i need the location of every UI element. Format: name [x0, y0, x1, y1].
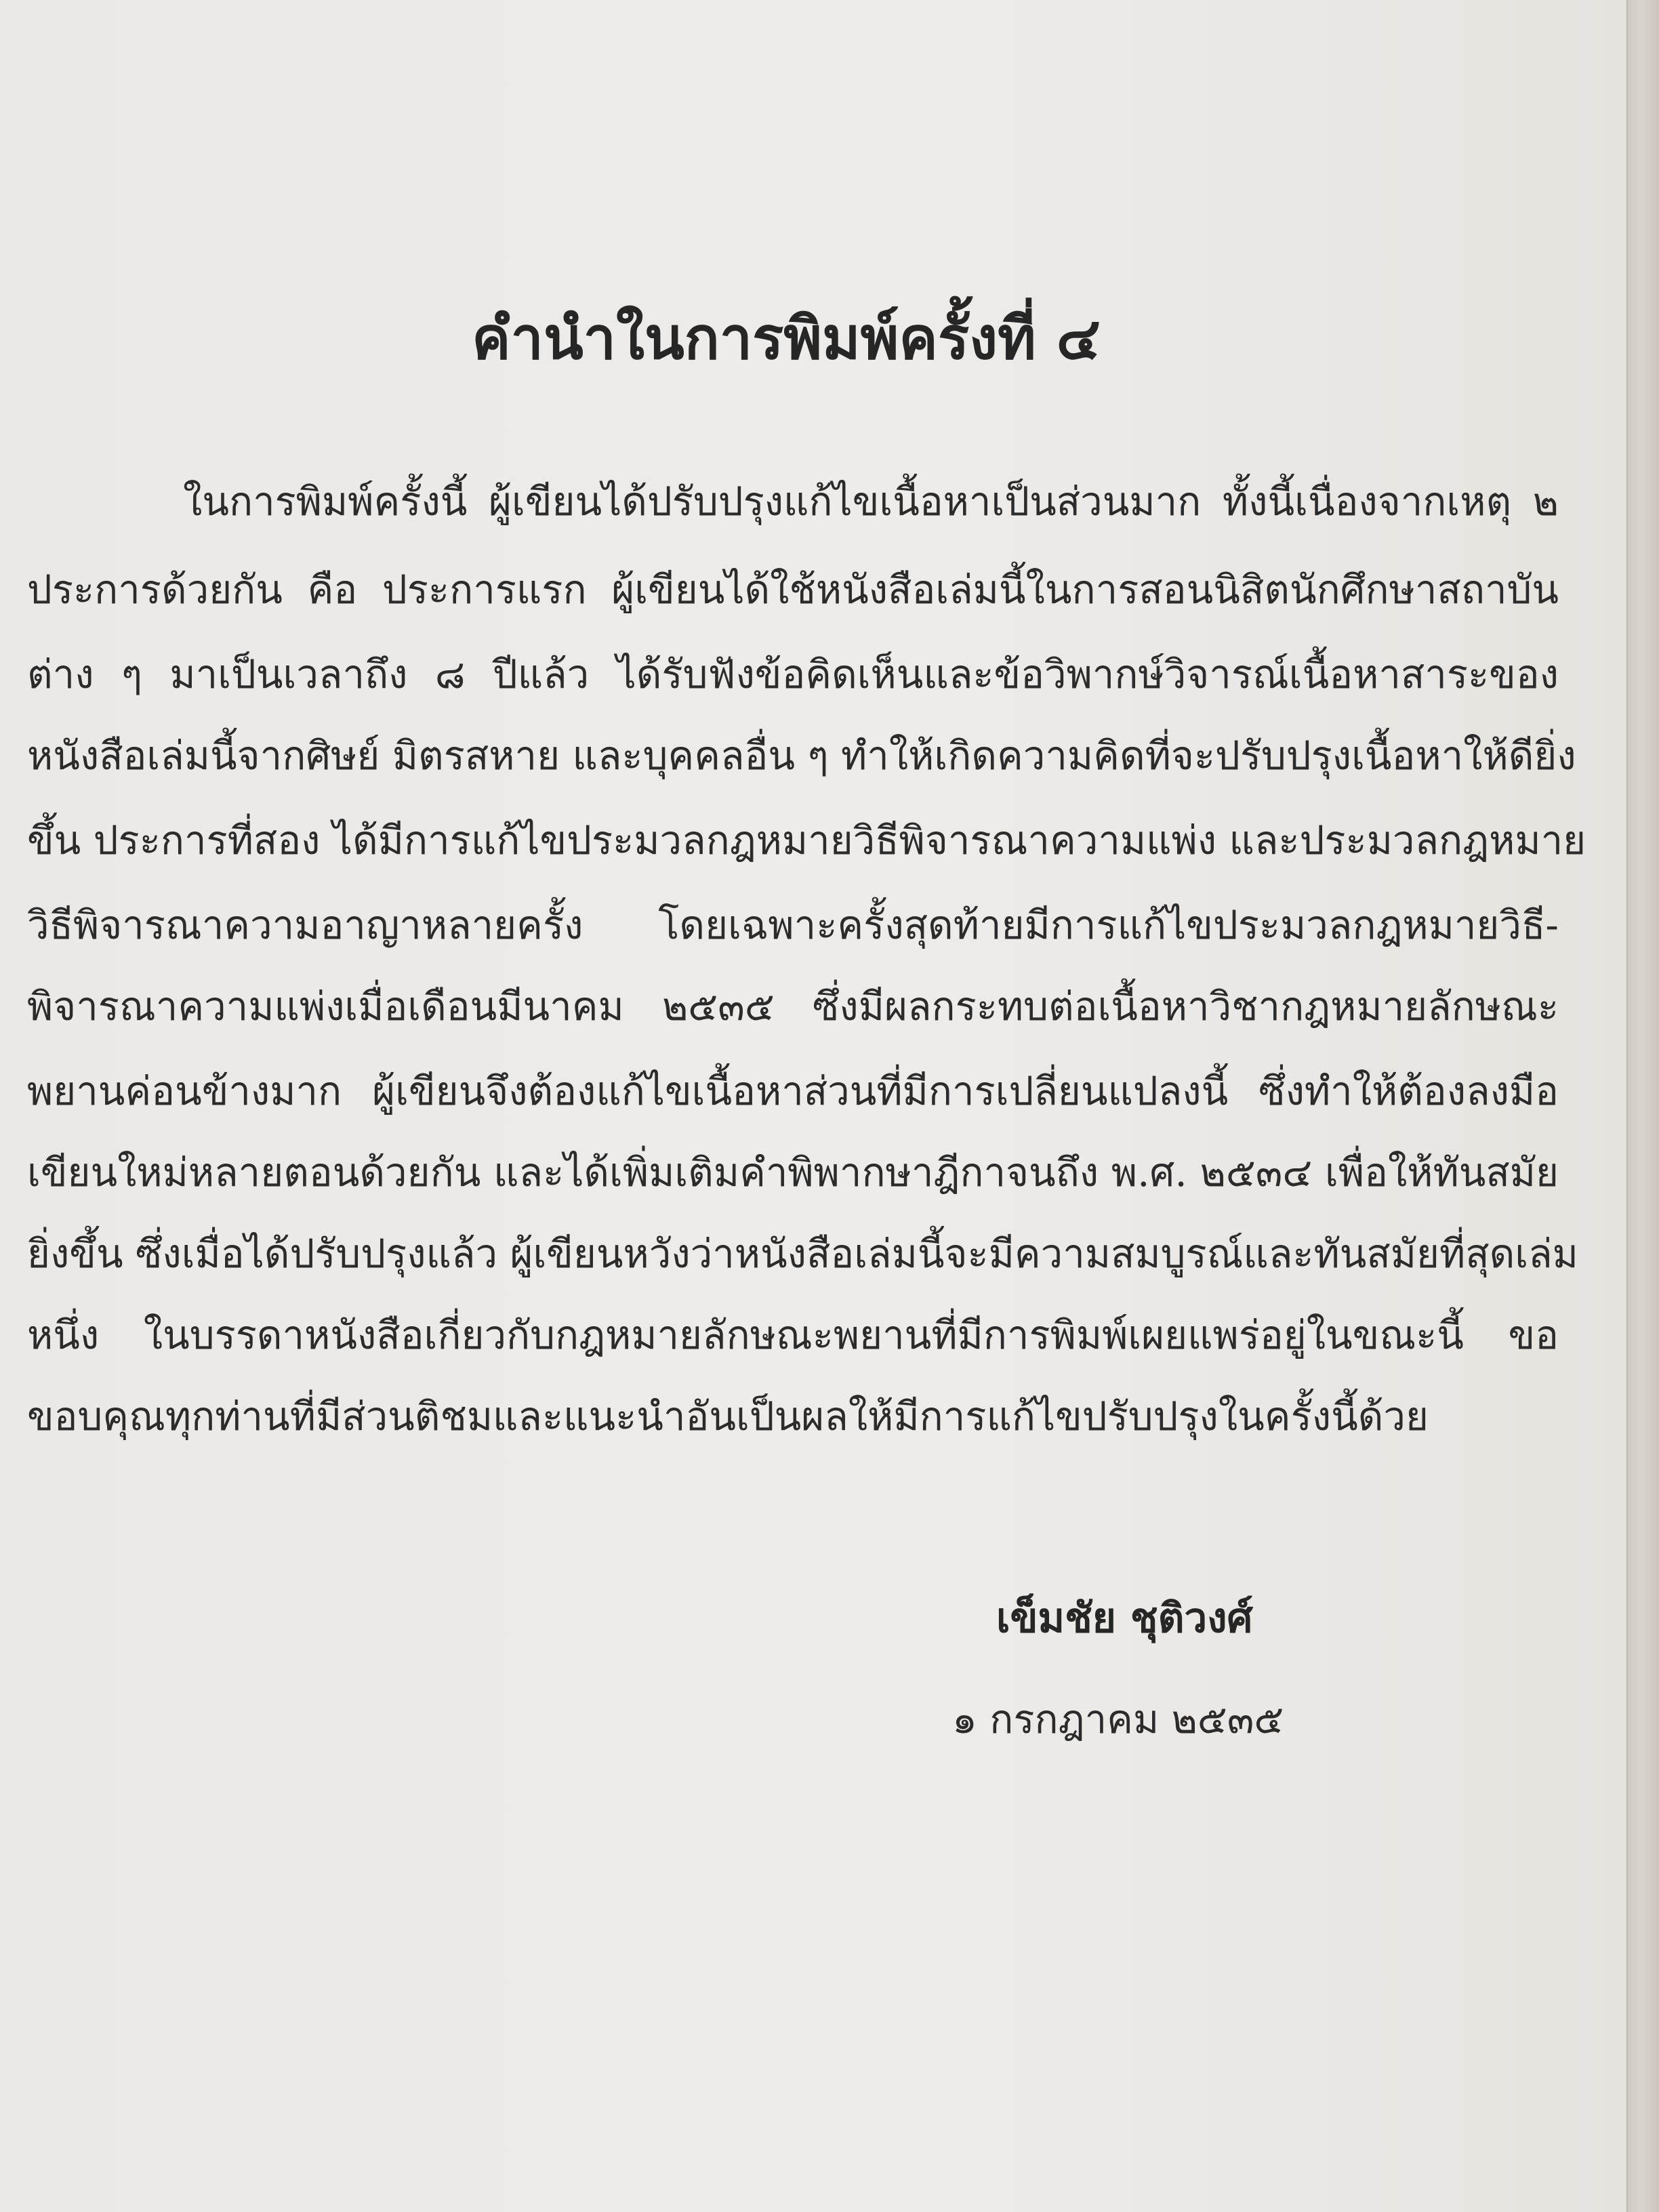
body-line-11: หนึ่ง ในบรรดาหนังสือเกี่ยวกับกฎหมายลักษณะพยานที่มีการพิมพ์เผยแพร่อยู่ในขณะนี้ ขอ — [27, 1312, 1559, 1358]
body-line-10: ยิ่งขึ้น ซึ่งเมื่อได้ปรับปรุงแล้ว ผู้เขียนหวังว่าหนังสือเล่มนี้จะมีความสมบูรณ์และทันสมัยที่สุดเล่ม — [27, 1231, 1578, 1277]
body-line-7: พิจารณาความแพ่งเมื่อเดือนมีนาคม ๒๕๓๕ ซึ่งมีผลกระทบต่อเนื้อหาวิชากฎหมายลักษณะ — [27, 983, 1559, 1029]
author-signature: เข็มชัย ชุติวงศ์ — [996, 1595, 1253, 1642]
body-line-1: ในการพิมพ์ครั้งนี้ ผู้เขียนได้ปรับปรุงแก้ไขเนื้อหาเป็นส่วนมาก ทั้งนี้เนื่องจากเหตุ ๒ — [183, 478, 1559, 525]
body-line-6: วิธีพิจารณาความอาญาหลายครั้ง โดยเฉพาะครั้งสุดท้ายมีการแก้ไขประมวลกฎหมายวิธี- — [27, 902, 1559, 948]
body-line-5: ขึ้น ประการที่สอง ได้มีการแก้ไขประมวลกฎหมายวิธีพิจารณาความแพ่ง และประมวลกฎหมาย — [27, 817, 1586, 863]
body-line-9: เขียนใหม่หลายตอนด้วยกัน และได้เพิ่มเติมคำพิพากษาฎีกาจนถึง พ.ศ. ๒๕๓๔ เพื่อให้ทันสมัย — [27, 1149, 1559, 1195]
body-line-4: หนังสือเล่มนี้จากศิษย์ มิตรสหาย และบุคคลอื่น ๆ ทำให้เกิดความคิดที่จะปรับปรุงเนื้อหาให้ดียิ่ง — [27, 733, 1576, 779]
page-edge — [1626, 0, 1659, 2212]
body-line-2: ประการด้วยกัน คือ ประการแรก ผู้เขียนได้ใช้หนังสือเล่มนี้ในการสอนนิสิตนักศึกษาสถาบัน — [27, 567, 1559, 613]
body-line-12: ขอบคุณทุกท่านที่มีส่วนติชมและแนะนำอันเป็นผลให้มีการแก้ไขปรับปรุงในครั้งนี้ด้วย — [27, 1393, 1429, 1439]
page-title: คำนำในการพิมพ์ครั้งที่ ๔ — [472, 304, 1101, 373]
body-line-3: ต่าง ๆ มาเป็นเวลาถึง ๘ ปีแล้ว ได้รับฟังข้อคิดเห็นและข้อวิพากษ์วิจารณ์เนื้อหาสาระของ — [27, 651, 1559, 697]
signature-date: ๑ กรกฎาคม ๒๕๓๕ — [952, 1696, 1284, 1742]
body-line-8: พยานค่อนข้างมาก ผู้เขียนจึงต้องแก้ไขเนื้อหาส่วนที่มีการเปลี่ยนแปลงนี้ ซึ่งทำให้ต้องลงมือ — [27, 1068, 1559, 1114]
